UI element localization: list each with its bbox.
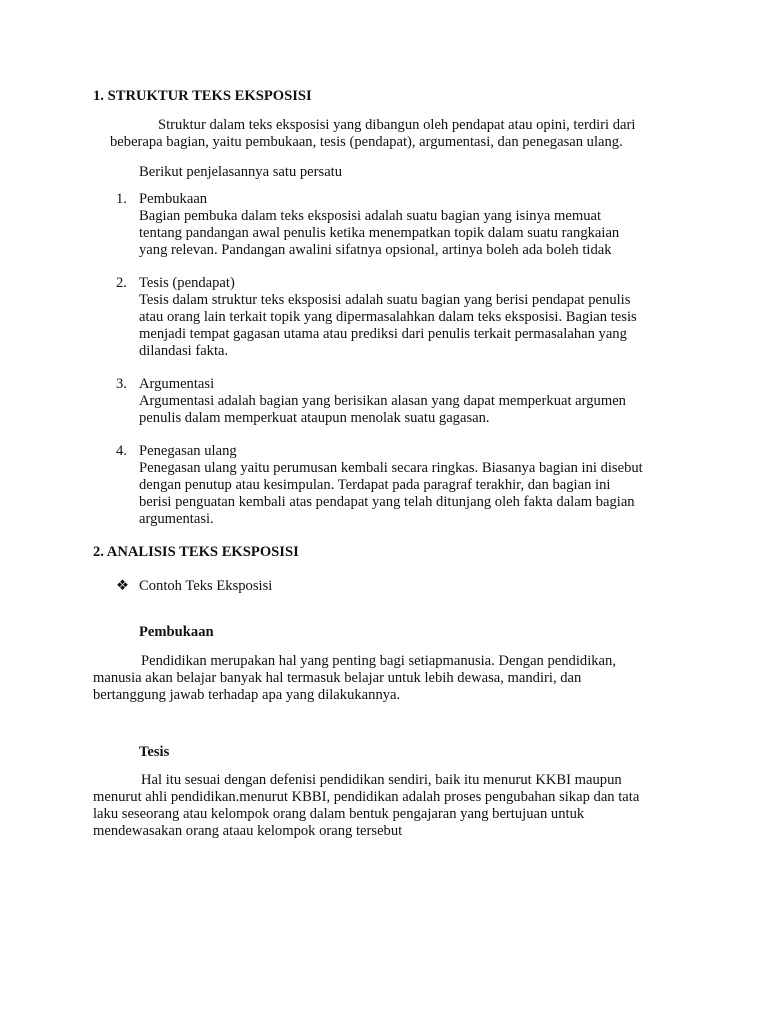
list-item-title: Argumentasi	[139, 376, 215, 392]
list-item-title: Pembukaan	[139, 191, 208, 207]
list-item-line: berisi penguatan kembali atas pendapat yang telah ditunjang oleh fakta dalam bagian	[139, 494, 635, 510]
intro-line: Struktur dalam teks eksposisi yang dibangun oleh pendapat atau opini, terdiri dari	[158, 117, 636, 133]
list-item-line: Argumentasi adalah bagian yang berisikan alasan yang dapat memperkuat argumen	[139, 393, 626, 409]
paragraph-line: manusia akan belajar banyak hal termasuk belajar untuk lebih dewasa, mandiri, dan	[93, 670, 582, 686]
section-1-intro	[110, 117, 635, 151]
section-2-heading: 2. ANALISIS TEKS EKSPOSISI	[93, 544, 299, 560]
list-item-title: Penegasan ulang	[139, 443, 237, 459]
pembukaan-subheading: Pembukaan	[139, 624, 214, 640]
intro-line: beberapa bagian, yaitu pembukaan, tesis (pendapat), argumentasi, dan penegasan ulang.	[110, 134, 623, 150]
paragraph-line: bertanggung jawab terhadap apa yang dilakukannya.	[93, 687, 401, 703]
bullet-text: Contoh Teks Eksposisi	[139, 578, 273, 594]
section-1-heading: 1. STRUKTUR TEKS EKSPOSISI	[93, 88, 312, 104]
list-item-number: 1.	[116, 191, 127, 207]
list-item-line: tentang pandangan awal penulis ketika menempatkan topik dalam suatu rangkaian	[139, 225, 620, 241]
list-item-line: penulis dalam memperkuat ataupun menolak suatu gagasan.	[139, 410, 490, 426]
paragraph-line: Pendidikan merupakan hal yang penting bagi setiapmanusia. Dengan pendidikan,	[141, 653, 616, 669]
tesis-subheading: Tesis	[139, 744, 170, 760]
list-item-line: argumentasi.	[139, 511, 214, 527]
list-item-number: 2.	[116, 275, 127, 291]
list-item-line: dilandasi fakta.	[139, 343, 229, 359]
list-item-line: menjadi tempat gagasan utama atau prediksi dari penulis terkait permasalahan yang	[139, 326, 627, 342]
tesis-paragraph	[93, 772, 639, 840]
pembukaan-paragraph	[93, 653, 616, 704]
list-item-line: dengan penutup atau kesimpulan. Terdapat pada paragraf terakhir, dan bagian ini	[139, 477, 611, 493]
list-item-tesis	[139, 275, 637, 360]
paragraph-line: menurut ahli pendidikan.menurut KBBI, pendidikan adalah proses pengubahan sikap dan tata	[93, 789, 640, 805]
list-item-line: Tesis dalam struktur teks eksposisi adalah suatu bagian yang berisi pendapat penulis	[139, 292, 631, 308]
list-item-penegasan-ulang	[139, 443, 643, 528]
list-item-argumentasi	[139, 376, 626, 427]
paragraph-line: Hal itu sesuai dengan defenisi pendidikan sendiri, baik itu menurut KKBI maupun	[141, 772, 622, 788]
list-item-line: yang relevan. Pandangan awalini sifatnya opsional, artinya boleh ada boleh tidak	[139, 242, 612, 258]
list-item-title: Tesis (pendapat)	[139, 275, 235, 291]
list-item-number: 4.	[116, 443, 127, 459]
list-item-number: 3.	[116, 376, 127, 392]
list-item-line: atau orang lain terkait topik yang dipermasalahkan dalam teks eksposisi. Bagian tesis	[139, 309, 637, 325]
section-1-lead: Berikut penjelasannya satu persatu	[139, 164, 343, 180]
list-item-line: Bagian pembuka dalam teks eksposisi adalah suatu bagian yang isinya memuat	[139, 208, 602, 224]
list-item-line: Penegasan ulang yaitu perumusan kembali secara ringkas. Biasanya bagian ini disebut	[139, 460, 643, 476]
paragraph-line: mendewasakan orang ataau kelompok orang tersebut	[93, 823, 403, 839]
paragraph-line: laku seseorang atau kelompok orang dalam bentuk pengajaran yang bertujuan untuk	[93, 806, 585, 822]
diamond-bullet-icon: ❖	[116, 578, 130, 594]
list-item-pembukaan	[139, 191, 619, 259]
